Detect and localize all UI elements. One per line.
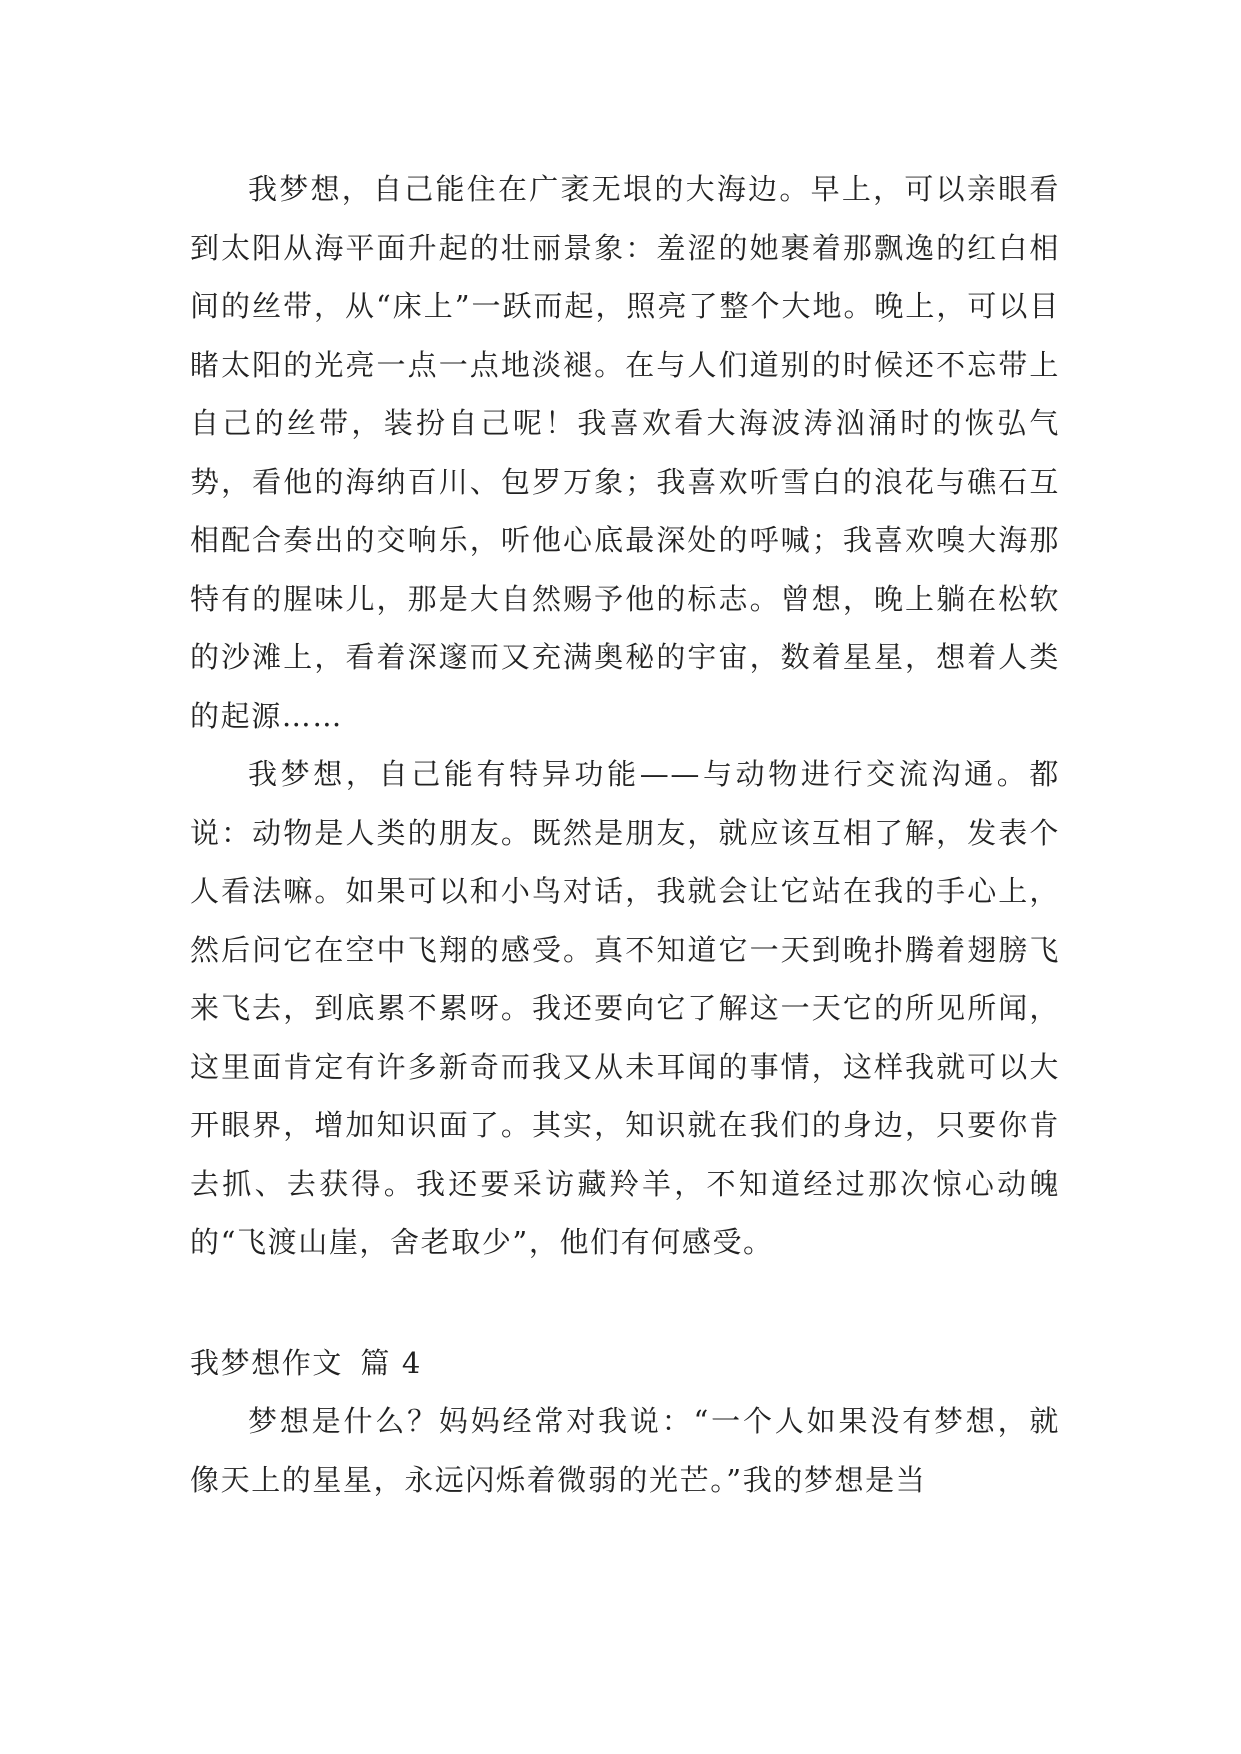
section-title-text: 我梦想作文: [190, 1345, 344, 1380]
section-heading: [190, 1334, 1060, 1393]
section-number: 篇 4: [360, 1345, 422, 1380]
paragraph-animal-dream: 我梦想，自己能有特异功能——与动物进行交流沟通。都说：动物是人类的朋友。既然是朋友，就应该互相了解，发表个人看法嘛。如果可以和小鸟对话，我就会让它站在我的手心上，然后问它在空中飞翔的感受。真不知道它一天到晚扑腾着翅膀飞来飞去，到底累不累呀。我还要向它了解这一天它的所见所闻，这里面肯定有许多新奇而我又从未耳闻的事情，这样我就可以大开眼界，增加知识面了。其实，知识就在我们的身边，只要你肯去抓、去获得。我还要采访藏羚羊，不知道经过那次惊心动魄的“飞渡山崖，舍老取少”，他们有何感受。: [190, 757, 1060, 1259]
paragraph-sea-dream: 我梦想，自己能住在广袤无垠的大海边。早上，可以亲眼看到太阳从海平面升起的壮丽景象：羞涩的她裹着那飘逸的红白相间的丝带，从“床上”一跃而起，照亮了整个大地。晚上，可以目睹太阳的光亮一点一点地淡褪。在与人们道别的时候还不忘带上自己的丝带，装扮自己呢！我喜欢看大海波涛汹涌时的恢弘气势，看他的海纳百川、包罗万象；我喜欢听雪白的浪花与礁石互相配合奏出的交响乐，听他心底最深处的呼喊；我喜欢嗅大海那特有的腥味儿，那是大自然赐予他的标志。曾想，晚上躺在松软的沙滩上，看着深邃而又充满奥秘的宇宙，数着星星，想着人类的起源……: [190, 172, 1060, 733]
paragraph-what-is-dream: 梦想是什么？妈妈经常对我说：“一个人如果没有梦想，就像天上的星星，永远闪烁着微弱的光芒。”我的梦想是当: [190, 1404, 1060, 1497]
document-page: [190, 160, 1060, 1509]
